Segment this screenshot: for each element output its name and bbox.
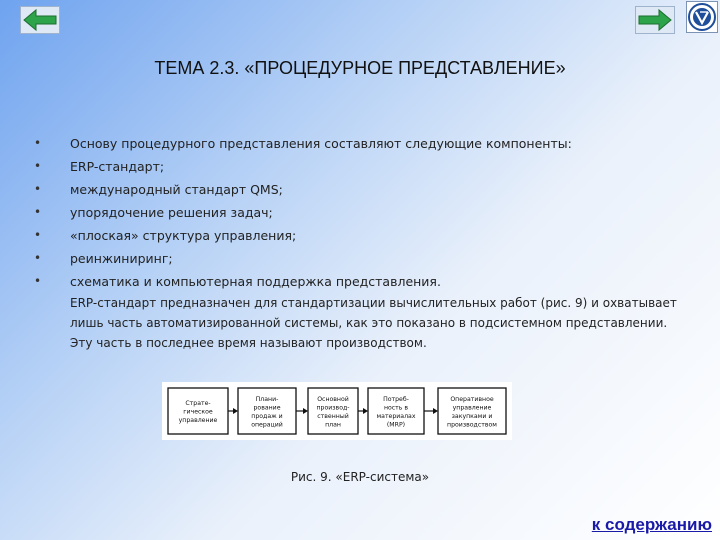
list-item: • «плоская» структура управления; [34,224,572,247]
diagram-box [308,388,358,434]
diagram-box-label: Оперативное [450,395,494,403]
diagram-box-label: ственный [317,412,349,420]
erp-description: ERP-стандарт предназначен для стандартизации вычислительных работ (рис. 9) и охватывает лишь часть автоматизированной системы, как это показано в подсистемном представлении. Эту часть в последнее время называют производством. [70,296,677,350]
diagram-box-label: производ- [316,404,350,412]
diagram-box-label: продаж и [251,412,283,420]
diagram-box-label: Страте- [185,400,211,407]
next-slide-button[interactable] [635,6,675,34]
erp-system-diagram [162,382,512,440]
figure-caption: Рис. 9. «ERP-система» [290,470,430,484]
list-item: • ERP-стандарт; [34,155,572,178]
diagram-box [438,388,506,434]
diagram-box-label: закупками и [451,412,493,420]
table-of-contents-link[interactable]: к содержанию [591,515,712,534]
component-list [34,132,572,293]
diagram-box-label: материалах [376,412,416,420]
diagram-box-label: гическое [183,408,213,416]
diagram-box-label: (MRP) [386,421,406,429]
diagram-box-label: ность в [383,404,409,412]
diagram-box-label: управление [178,417,218,424]
list-item: • схематика и компьютерная поддержка представления. [34,270,572,293]
university-logo-icon [686,1,718,33]
diagram-box [168,388,228,434]
diagram-box-label: план [325,421,341,429]
list-item: • упорядочение решения задач; [34,201,572,224]
diagram-box-label: управление [452,404,492,412]
diagram-box-label: Потреб- [383,395,409,403]
diagram-box-label: рование [253,404,281,412]
diagram-box [238,388,296,434]
diagram-box-label: Основной [317,395,349,403]
slide-title: ТЕМА 2.3. «ПРОЦЕДУРНОЕ ПРЕДСТАВЛЕНИЕ» [154,58,566,78]
diagram-box [368,388,424,434]
list-item: • международный стандарт QMS; [34,178,572,201]
list-item: • Основу процедурного представления составляют следующие компоненты: [34,132,572,155]
prev-slide-button[interactable] [20,6,60,34]
list-item: • реинжиниринг; [34,247,572,270]
diagram-box-label: Плани- [255,395,279,403]
diagram-box-label: операций [251,421,283,429]
diagram-box-label: производством [447,421,497,429]
